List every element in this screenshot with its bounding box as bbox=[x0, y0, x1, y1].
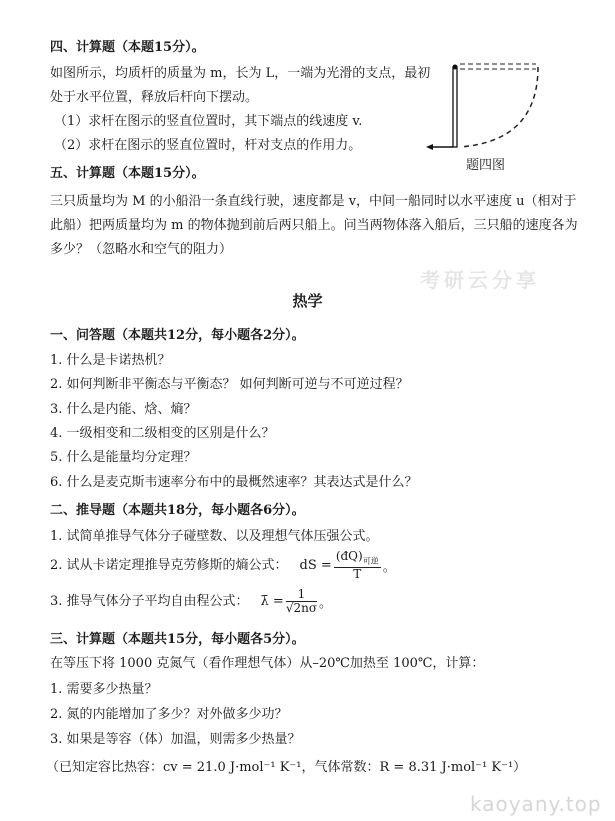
s2-item-3-row bbox=[50, 588, 332, 615]
entropy-formula: dS = $\frac{(đQ)_{可逆}}{T}$ 。 bbox=[299, 549, 396, 582]
section-title-thermo: 热学 bbox=[292, 292, 323, 310]
s3-item: 2. 氮的内能增加了多少？对外做多少功？ bbox=[50, 707, 288, 722]
s2-heading: 二、推导题（本题共18分，每小题各6分）。 bbox=[50, 503, 305, 518]
q4-figure-caption: 题四图 bbox=[466, 158, 506, 173]
s2-item: 2. 试从卡诺定理推导克劳修斯的熵公式： bbox=[50, 557, 288, 573]
mean-free-path-formula: λ̄ = $\frac{1}{√2n\sigma}$ 。 bbox=[260, 587, 333, 615]
q5-body-line: 三只质量均为 M 的小船沿一条直线行驶，速度都是 v，中间一船同时以水平速度 u（相对于 bbox=[50, 194, 577, 209]
q4-body-line: 处于水平位置，释放后杆向下摆动。 bbox=[50, 90, 259, 105]
s1-item: 4. 一级相变和二级相变的区别是什么？ bbox=[50, 426, 275, 441]
q4-part: （2）求杆在图示的竖直位置时，杆对支点的作用力。 bbox=[54, 138, 362, 153]
q4-part: （1）求杆在图示的竖直位置时，其下端点的线速度 v. bbox=[54, 114, 363, 129]
watermark-logo: 考研云分享 bbox=[420, 268, 540, 292]
s1-item: 5. 什么是能量均分定理？ bbox=[50, 450, 197, 465]
s3-heading: 三、计算题（本题共15分，每小题各5分）。 bbox=[50, 632, 305, 647]
s1-item: 1. 什么是卡诺热机？ bbox=[50, 353, 171, 368]
s1-item: 3. 什么是内能、焓、熵？ bbox=[50, 402, 197, 417]
s3-item: 3. 如果是等容（体）加温，则需多少热量？ bbox=[50, 732, 301, 747]
q5-heading: 五、计算题（本题15分）。 bbox=[50, 166, 205, 181]
s2-item-2-row bbox=[50, 550, 396, 581]
q4-heading: 四、计算题（本题15分）。 bbox=[50, 40, 205, 55]
q4-figure-rod-diagram bbox=[420, 55, 550, 155]
s2-item: 1. 试简单推导气体分子碰壁数、以及理想气体压强公式。 bbox=[50, 529, 379, 544]
s1-heading: 一、问答题（本题共12分，每小题各2分）。 bbox=[50, 328, 305, 343]
s3-intro: 在等压下将 1000 克氮气（看作理想气体）从–20℃加热至 100℃，计算： bbox=[50, 656, 485, 671]
s3-note: （已知定容比热容：cv = 21.0 J·mol⁻¹ K⁻¹，气体常数：R = 8.31 J·mol⁻¹ K⁻¹） bbox=[46, 760, 527, 775]
s3-item: 1. 需要多少热量？ bbox=[50, 682, 158, 697]
s2-item: 3. 推导气体分子平均自由程公式： bbox=[50, 593, 249, 609]
s1-item: 2. 如何判断非平衡态与平衡态？ 如何判断可逆与不可逆过程？ bbox=[50, 377, 409, 392]
watermark-text: kaoyany.top bbox=[470, 792, 602, 816]
q5-body-line: 此船）把两质量均为 m 的物体抛到前后两只船上。问当两物体落入船后，三只船的速度各为 bbox=[50, 218, 578, 233]
q5-body-line: 多少？（忽略水和空气的阻力） bbox=[50, 242, 233, 257]
s1-item: 6. 什么是麦克斯韦速率分布中的最概然速率？其表达式是什么？ bbox=[50, 475, 418, 490]
q4-body-line: 如图所示，均质杆的质量为 m，长为 L，一端为光滑的支点，最初 bbox=[50, 66, 431, 81]
